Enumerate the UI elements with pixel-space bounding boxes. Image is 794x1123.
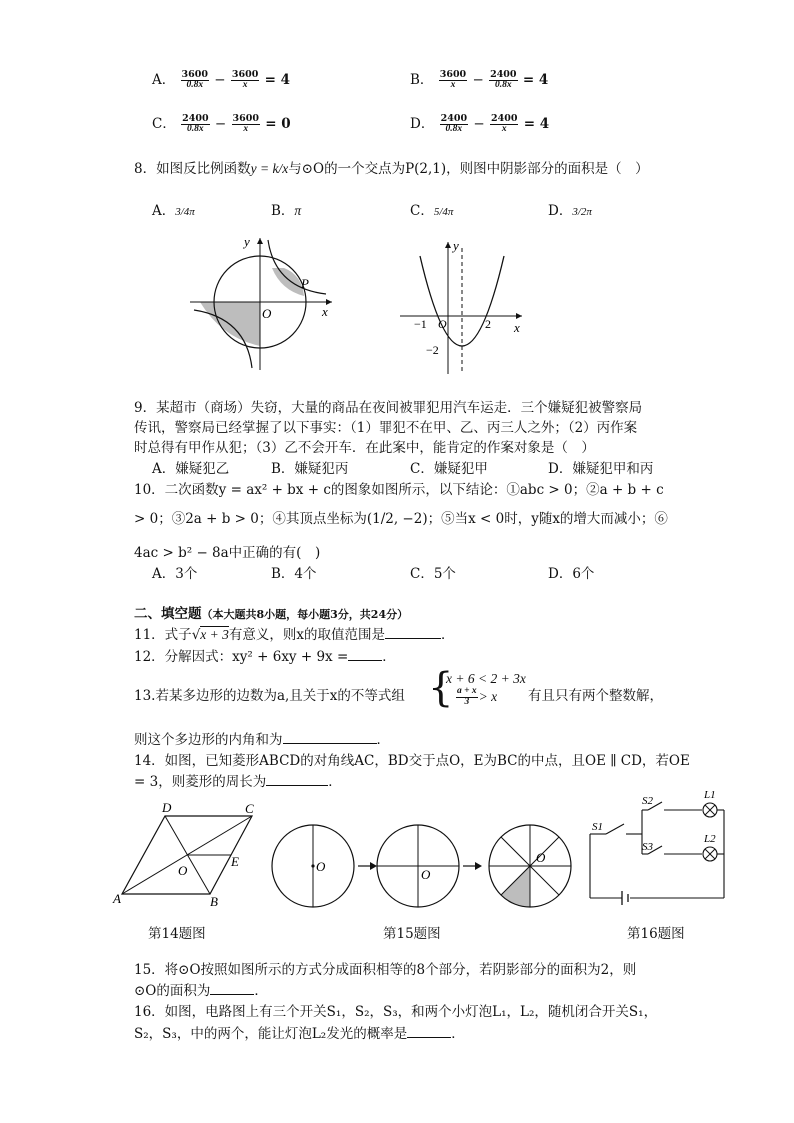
fig10-two-label: 2 [485,317,491,331]
q13-line1: 13.若某多边形的边数为a,且关于x的不等式组 [134,688,405,704]
svg-text:L2: L2 [704,833,716,845]
q10-option-d: D．6个 [548,566,595,582]
q10-line1: 10．二次函数y = ax² + bx + c的图象如图所示，以下结论：①abc > 0；②a + b + c [134,482,664,498]
q8-option-d: D．3/2π [548,203,592,219]
q8-figure [180,230,350,375]
q8-stem: 8．如图反比例函数y = k/x与⊙O的一个交点为P(2,1)，则图中阴影部分的面积是（ ） [134,161,649,177]
hyperbola-branch-1 [268,240,326,294]
q7-option-a: A． $\frac{3600}{0.8x}$ − $\frac{3600}{x}$ = 4 [152,69,291,90]
q10-option-c: C．5个 [410,566,456,582]
section-heading: 二、填空题（本大题共8小题，每小题3分，共24分） [134,606,409,622]
q14-line2: = 3，则菱形的周长为 ． [134,774,342,790]
caption-fig15: 第15题图 [383,926,441,942]
svg-text:D: D [162,800,172,815]
svg-text:S3: S3 [642,841,653,853]
svg-text:O: O [536,850,546,865]
q13-inequality-2: $\frac{a + x}{3}$ > x [457,686,498,707]
svg-text:L1: L1 [704,789,716,801]
q7-option-c: C． $\frac{2400}{0.8x}$ − $\frac{3600}{x}$ = 0 [152,113,291,134]
svg-text:O: O [178,863,188,878]
q9-option-d: D．嫌疑犯甲和丙 [548,461,654,477]
q11: 11．式子√x + 3有意义，则x的取值范围是 ． [134,627,455,643]
svg-text:O: O [421,867,431,882]
q14-answer-blank[interactable] [266,773,328,786]
q10-option-b: B．4个 [271,566,317,582]
caption-fig16: 第16题图 [627,926,685,942]
q9-option-c: C．嫌疑犯甲 [410,461,488,477]
q13-line2: 则这个多边形的内角和为 ． [134,732,390,748]
q9-option-b: B．嫌疑犯丙 [271,461,349,477]
q16-answer-blank[interactable] [407,1025,451,1038]
fig14-rhombus [110,800,270,910]
svg-text:S2: S2 [642,795,653,807]
q7-option-b: B． $\frac{3600}{x}$ − $\frac{2400}{0.8x}$ = 4 [410,69,549,90]
q10-line3: 4ac > b² − 8a中正确的有( ) [134,545,321,561]
fig10-o-label: O [438,317,447,331]
fig10-y-label: y [453,238,459,253]
fig8-x-label: x [322,304,328,319]
svg-text:B: B [210,894,218,909]
q12: 12．分解因式：xy² + 6xy + 9x = ． [134,649,396,665]
fig8-p-label: P [301,276,309,291]
svg-text:A: A [113,891,121,906]
q16-line2: S₂，S₃，中的两个，能让灯泡L₂发光的概率是 ． [134,1026,465,1042]
q8-option-c: C．5/4π [410,203,454,219]
svg-text:S1: S1 [592,821,603,833]
q7-option-d: D． $\frac{2400}{0.8x}$ − $\frac{2400}{x}$ = 4 [410,113,550,134]
q10-line2: > 0；③2a + b > 0；④其顶点坐标为(1/2, −2)；⑤当x < 0时，y随x的增大而减小；⑥ [134,511,668,527]
q16-line1: 16．如图，电路图上有三个开关S₁，S₂，S₃，和两个小灯泡L₁，L₂，随机闭合开关S₁， [134,1004,658,1020]
svg-text:E: E [231,854,239,869]
q10-figure [396,236,530,378]
q13-answer-blank[interactable] [283,731,377,744]
q15-line1: 15．将⊙O按照如图所示的方式分成面积相等的8个部分，若阴影部分的面积为2，则 [134,962,637,978]
fig10-neg1-label: −1 [414,317,427,331]
q9-option-a: A．嫌疑犯乙 [152,461,230,477]
q12-answer-blank[interactable] [348,648,382,661]
q10-option-a: A．3个 [152,566,198,582]
fig10-x-label: x [514,320,520,335]
svg-text:C: C [245,801,254,816]
q15-answer-blank[interactable] [210,982,254,995]
q14-line1: 14．如图，已知菱形ABCD的对角线AC，BD交于点O，E为BC的中点，且OE ∥ CD，若OE [134,753,690,769]
fig16-circuit [584,788,734,906]
radical: √x + 3 [191,627,229,643]
q9-line3: 时总得有甲作从犯；（3）乙不会开车．在此案中，能肯定的作案对象是（ ） [134,440,595,456]
q9-line1: 9．某超市（商场）失窃，大量的商品在夜间被罪犯用汽车运走．三个嫌疑犯被警察局 [134,400,643,416]
q9-line2: 传讯，警察局已经掌握了以下事实：（1）罪犯不在甲、乙、丙三人之外；（2）丙作案 [134,420,638,436]
svg-text:O: O [316,859,326,874]
q13-brace: { [428,665,454,711]
fig8-o-label: O [262,306,272,321]
shaded-region-upper [272,268,304,296]
q8-option-a: A．3/4π [152,203,195,219]
q8-option-b: B．π [271,203,302,219]
q13-inequality-1: x + 6 < 2 + 3x [446,671,526,686]
q13-line1-end: 有且只有两个整数解， [528,688,663,704]
q11-answer-blank[interactable] [385,626,441,639]
fig15-circles [268,820,588,912]
fig8-y-label: y [244,234,250,249]
fig10-neg2-label: −2 [426,343,439,357]
q15-line2: ⊙O的面积为 ． [134,983,268,999]
caption-fig14: 第14题图 [148,926,206,942]
